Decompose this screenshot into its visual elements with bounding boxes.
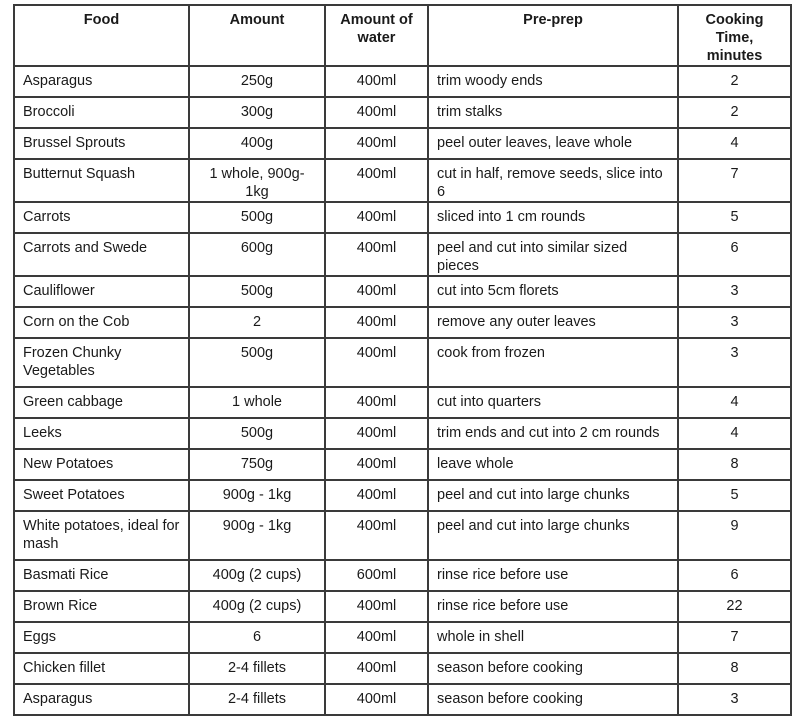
header-food	[14, 5, 189, 66]
prep-cell: whole in shell	[428, 622, 678, 653]
prep-cell: sliced into 1 cm rounds	[428, 202, 678, 233]
prep-cell: rinse rice before use	[428, 591, 678, 622]
food-cell: Carrots and Swede	[14, 233, 189, 276]
food-cell: Asparagus	[14, 66, 189, 97]
table-row	[14, 233, 791, 276]
prep-cell: rinse rice before use	[428, 560, 678, 591]
time-cell: 2	[678, 66, 791, 97]
water-cell: 400ml	[325, 276, 428, 307]
amount-cell: 500g	[189, 276, 325, 307]
water-cell: 400ml	[325, 233, 428, 276]
amount-cell: 750g	[189, 449, 325, 480]
food-cell: Basmati Rice	[14, 560, 189, 591]
food-cell: New Potatoes	[14, 449, 189, 480]
prep-cell: trim woody ends	[428, 66, 678, 97]
prep-cell: cut into quarters	[428, 387, 678, 418]
table-row	[14, 560, 791, 591]
table-row	[14, 684, 791, 715]
amount-cell: 900g - 1kg	[189, 511, 325, 560]
time-cell: 3	[678, 338, 791, 387]
amount-cell: 500g	[189, 338, 325, 387]
table-row	[14, 591, 791, 622]
time-cell: 6	[678, 233, 791, 276]
table-row	[14, 418, 791, 449]
water-cell: 400ml	[325, 653, 428, 684]
table-row	[14, 276, 791, 307]
time-cell: 9	[678, 511, 791, 560]
amount-cell: 400g	[189, 128, 325, 159]
table-row	[14, 511, 791, 560]
amount-cell: 500g	[189, 202, 325, 233]
amount-cell: 1 whole	[189, 387, 325, 418]
food-cell: Cauliflower	[14, 276, 189, 307]
amount-cell: 600g	[189, 233, 325, 276]
cooking-times-table	[13, 4, 792, 716]
water-cell: 400ml	[325, 387, 428, 418]
prep-cell: peel outer leaves, leave whole	[428, 128, 678, 159]
time-cell: 3	[678, 684, 791, 715]
header-water-label-2: water	[357, 30, 396, 46]
time-cell: 8	[678, 449, 791, 480]
prep-cell: remove any outer leaves	[428, 307, 678, 338]
food-cell: Brussel Sprouts	[14, 128, 189, 159]
water-cell: 400ml	[325, 684, 428, 715]
water-cell: 400ml	[325, 338, 428, 387]
water-cell: 400ml	[325, 97, 428, 128]
water-cell: 400ml	[325, 480, 428, 511]
water-cell: 400ml	[325, 307, 428, 338]
amount-cell: 6	[189, 622, 325, 653]
header-time-label-2: Time, minutes	[706, 30, 763, 64]
food-cell: Eggs	[14, 622, 189, 653]
table-row	[14, 622, 791, 653]
prep-cell: season before cooking	[428, 653, 678, 684]
food-cell: Chicken fillet	[14, 653, 189, 684]
prep-cell: peel and cut into large chunks	[428, 511, 678, 560]
header-prep-label: Pre-prep	[523, 12, 583, 28]
header-food-label: Food	[83, 12, 120, 28]
prep-cell: peel and cut into similar sized pieces	[428, 233, 678, 276]
header-amount	[189, 5, 325, 66]
prep-cell: peel and cut into large chunks	[428, 480, 678, 511]
food-cell: Corn on the Cob	[14, 307, 189, 338]
header-water	[325, 5, 428, 66]
prep-cell: trim stalks	[428, 97, 678, 128]
amount-cell: 2-4 fillets	[189, 684, 325, 715]
prep-cell: cook from frozen	[428, 338, 678, 387]
amount-cell: 500g	[189, 418, 325, 449]
water-cell: 400ml	[325, 128, 428, 159]
water-cell: 400ml	[325, 449, 428, 480]
water-cell: 400ml	[325, 511, 428, 560]
amount-cell: 400g (2 cups)	[189, 560, 325, 591]
table-row	[14, 338, 791, 387]
time-cell: 4	[678, 418, 791, 449]
table-row	[14, 449, 791, 480]
food-cell: Brown Rice	[14, 591, 189, 622]
water-cell: 400ml	[325, 622, 428, 653]
prep-cell: cut into 5cm florets	[428, 276, 678, 307]
prep-cell: cut in half, remove seeds, slice into 6	[428, 159, 678, 202]
header-time	[678, 5, 791, 66]
food-cell: Broccoli	[14, 97, 189, 128]
time-cell: 8	[678, 653, 791, 684]
food-cell: Green cabbage	[14, 387, 189, 418]
time-cell: 5	[678, 202, 791, 233]
header-water-label-1: Amount of	[340, 12, 413, 28]
water-cell: 400ml	[325, 159, 428, 202]
header-time-label-1: Cooking	[705, 12, 764, 28]
amount-cell: 2	[189, 307, 325, 338]
table-row	[14, 128, 791, 159]
water-cell: 400ml	[325, 202, 428, 233]
food-cell: Frozen Chunky Vegetables	[14, 338, 189, 387]
amount-cell: 2-4 fillets	[189, 653, 325, 684]
time-cell: 4	[678, 387, 791, 418]
food-cell: Butternut Squash	[14, 159, 189, 202]
prep-cell: season before cooking	[428, 684, 678, 715]
table-body	[14, 66, 791, 715]
food-cell: Sweet Potatoes	[14, 480, 189, 511]
time-cell: 4	[678, 128, 791, 159]
table-row	[14, 307, 791, 338]
table-row	[14, 159, 791, 202]
header-prep	[428, 5, 678, 66]
time-cell: 5	[678, 480, 791, 511]
time-cell: 7	[678, 622, 791, 653]
water-cell: 400ml	[325, 591, 428, 622]
table-row	[14, 387, 791, 418]
table-row	[14, 480, 791, 511]
time-cell: 7	[678, 159, 791, 202]
amount-cell: 400g (2 cups)	[189, 591, 325, 622]
prep-cell: leave whole	[428, 449, 678, 480]
amount-cell: 250g	[189, 66, 325, 97]
food-cell: Leeks	[14, 418, 189, 449]
time-cell: 6	[678, 560, 791, 591]
prep-cell: trim ends and cut into 2 cm rounds	[428, 418, 678, 449]
water-cell: 400ml	[325, 418, 428, 449]
food-cell: Asparagus	[14, 684, 189, 715]
food-cell: Carrots	[14, 202, 189, 233]
table-row	[14, 97, 791, 128]
table-row	[14, 66, 791, 97]
time-cell: 3	[678, 276, 791, 307]
amount-cell: 900g - 1kg	[189, 480, 325, 511]
time-cell: 22	[678, 591, 791, 622]
amount-cell: 300g	[189, 97, 325, 128]
header-amount-label: Amount	[229, 12, 285, 28]
amount-cell: 1 whole, 900g-1kg	[189, 159, 325, 202]
time-cell: 3	[678, 307, 791, 338]
time-cell: 2	[678, 97, 791, 128]
table-row	[14, 202, 791, 233]
food-cell: White potatoes, ideal for mash	[14, 511, 189, 560]
water-cell: 400ml	[325, 66, 428, 97]
water-cell: 600ml	[325, 560, 428, 591]
header-row	[14, 5, 791, 66]
